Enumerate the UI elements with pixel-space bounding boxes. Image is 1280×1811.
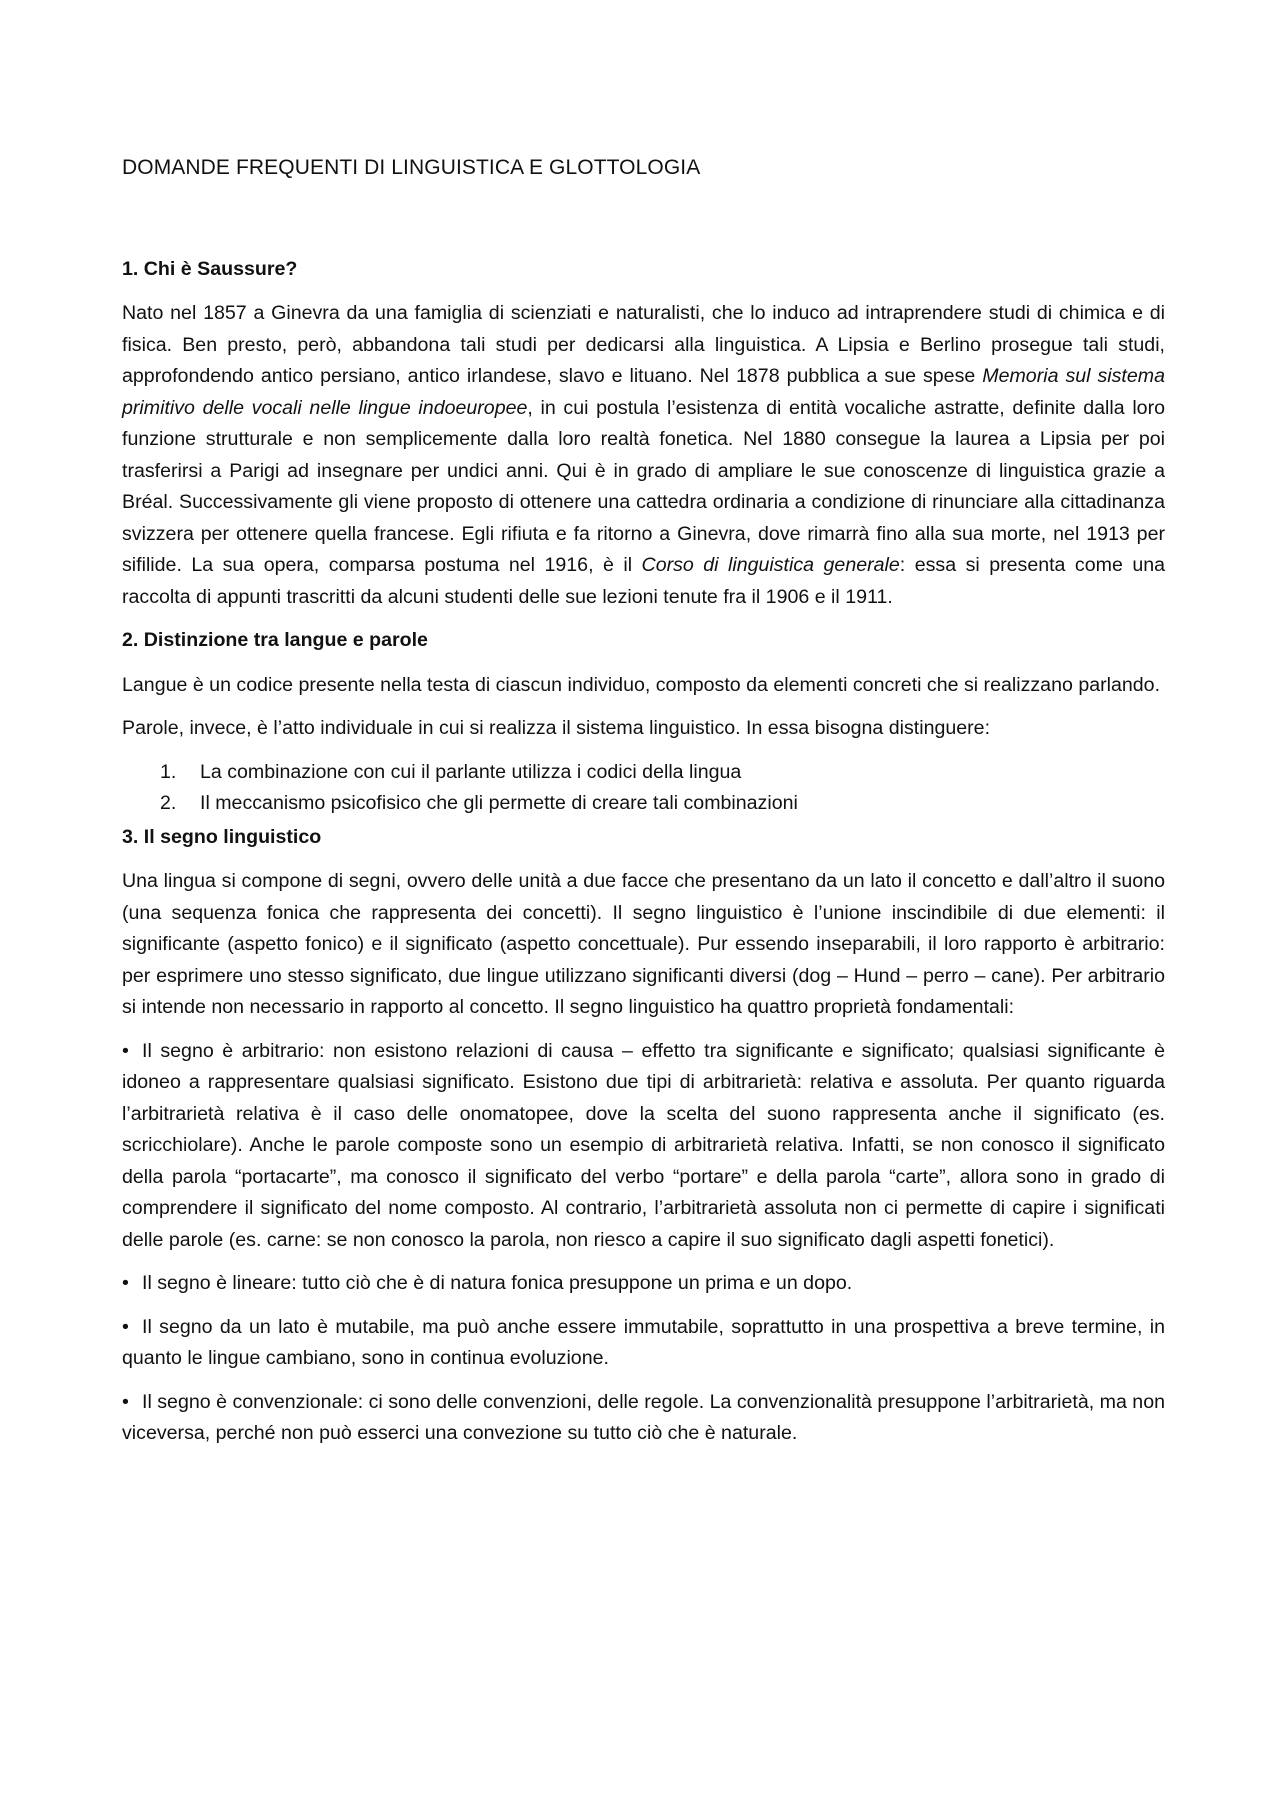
text-run: : essa si presenta come una raccolta di appunti trascritti da alcuni studenti delle sue lezioni tenute fra il 1906 e il 1911. (122, 554, 1166, 608)
numbered-list (122, 757, 1165, 820)
paragraph-saussure-bio (122, 298, 1165, 613)
book-title-memoria: Memoria sul sistema primitivo delle vocali nelle lingue indoeuropee (122, 365, 1165, 419)
paragraph-segno-intro: Una lingua si compone di segni, ovvero delle unità a due facce che presentano da un lato il concetto e dall’altro il suono (una sequenza fonica che rappresenta dei concetti). Il segno linguistico è l’unione inscindibile di due elementi: il significante (aspetto fonico) e il significato (aspetto concettuale). Pur essendo inseparabili, il loro rapporto è arbitrario: per esprimere uno stesso significato, due lingue utilizzano significanti diversi (dog – Hund – perro – cane). Per arbitrario si intende non necessario in rapporto al concetto. Il segno linguistico ha quattro proprietà fondamentali: (122, 870, 1165, 1018)
book-title-corso: Corso di linguistica generale (641, 554, 900, 576)
list-item-text: La combinazione con cui il parlante utilizza i codici della lingua (200, 760, 742, 783)
bullet-text: Il segno è convenzionale: ci sono delle convenzioni, delle regole. La convenzionalità presuppone l’arbitrarietà, ma non viceversa, perché non può esserci una convezione su tutto ciò che è naturale. (122, 1390, 1165, 1444)
bullet-icon: • (122, 1039, 129, 1062)
document-title: DOMANDE FREQUENTI DI LINGUISTICA E GLOTTOLOGIA (122, 156, 701, 179)
bullet-paragraph-mutabile (122, 1312, 1165, 1375)
paragraph-parole: Parole, invece, è l’atto individuale in cui si realizza il sistema linguistico. In essa bisogna distinguere: (122, 717, 991, 739)
bullet-icon: • (122, 1272, 129, 1294)
bullet-paragraph-arbitrario (122, 1036, 1165, 1257)
bullet-paragraph-lineare (122, 1268, 1165, 1300)
list-item (122, 757, 1165, 789)
list-item (122, 788, 1165, 820)
text-run: Nato nel 1857 a Ginevra da una famiglia di scienziati e naturalisti, che lo induco ad intraprendere studi di chimica e di fisica. Ben presto, però, abbandona tali studi per dedicarsi alla linguistica. A Lipsia e Berlino prosegue tali studi, approfondendo antico persiano, antico irlandese, slavo e lituano. Nel 1878 pubblica a sue spese (122, 302, 1165, 387)
section-heading-saussure: 1. Chi è Saussure? (122, 257, 298, 280)
list-number: 1. (160, 760, 177, 783)
bullet-text: Il segno è lineare: tutto ciò che è di natura fonica presuppone un prima e un dopo. (142, 1272, 853, 1294)
bullet-icon: • (122, 1315, 129, 1338)
section-heading-langue-parole: 2. Distinzione tra langue e parole (122, 629, 428, 651)
bullet-icon: • (122, 1390, 129, 1413)
list-item-text: Il meccanismo psicofisico che gli permette di creare tali combinazioni (200, 792, 798, 814)
bullet-text: Il segno è arbitrario: non esistono relazioni di causa – effetto tra significante e significato; qualsiasi significante è idoneo a rappresentare qualsiasi significato. Esistono due tipi di arbitrarietà: relativa e assoluta. Per quanto riguarda l’arbitrarietà relativa è il caso delle onomatopee, dove la scelta del suono rappresenta anche il significato (es. scricchiolare). Anche le parole composte sono un esempio di arbitrarietà relativa. Infatti, se non conosco il significato della parola “portacarte”, ma conosco il significato del verbo “portare” e della parola “carte”, allora sono in grado di comprendere il significato del nome composto. Al contrario, l’arbitrarietà assoluta non ci permette di capire i significati delle parole (es. carne: se non conosco la parola, non riesco a capire il suo significato dagli aspetti fonetici). (122, 1039, 1165, 1251)
section-heading-segno-linguistico: 3. Il segno linguistico (122, 825, 322, 848)
list-number: 2. (160, 792, 177, 814)
bullet-text: Il segno da un lato è mutabile, ma può anche essere immutabile, soprattutto in una prospettiva a breve termine, in quanto le lingue cambiano, sono in continua evoluzione. (122, 1315, 1165, 1369)
bullet-paragraph-convenzionale (122, 1387, 1165, 1450)
text-run: , in cui postula l’esistenza di entità vocaliche astratte, definite dalla loro funzione strutturale e non semplicemente dalla loro realtà fonetica. Nel 1880 consegue la laurea a Lipsia per poi trasferirsi a Parigi ad insegnare per undici anni. Qui è in grado di ampliare le sue conoscenze di linguistica grazie a Bréal. Successivamente gli viene proposto di ottenere una cattedra ordinaria a condizione di rinunciare alla cittadinanza svizzera per ottenere quella francese. Egli rifiuta e fa ritorno a Ginevra, dove rimarrà fino alla sua morte, nel 1913 per sifilide. La sua opera, comparsa postuma nel 1916, è il (122, 396, 1165, 576)
paragraph-langue: Langue è un codice presente nella testa di ciascun individuo, composto da elementi concreti che si realizzano parlando. (122, 673, 1161, 696)
